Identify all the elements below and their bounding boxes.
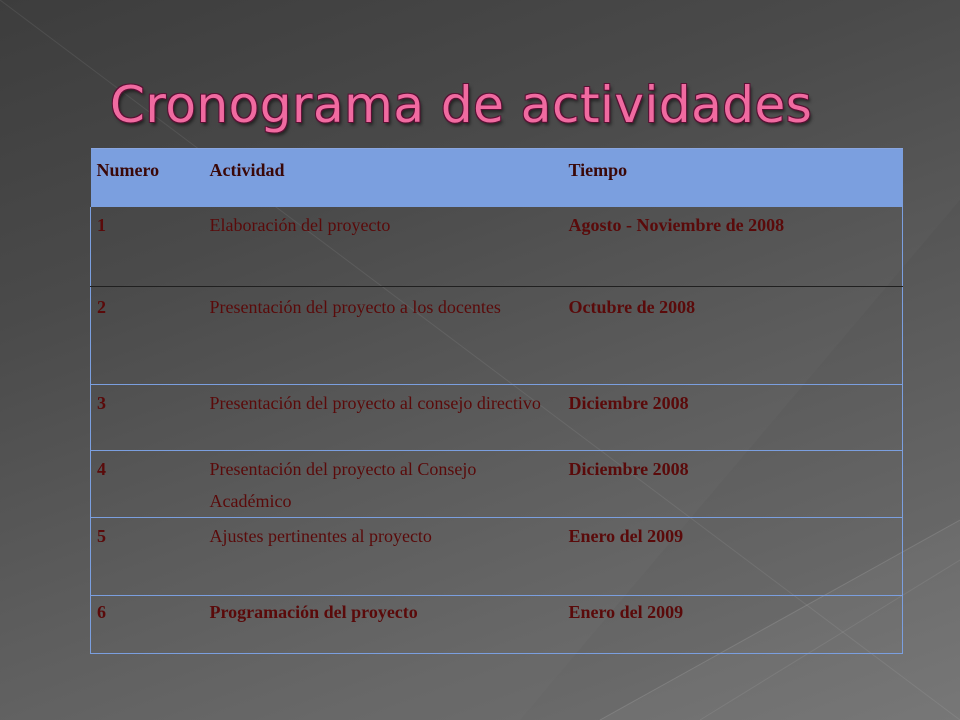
cell-actividad: Programación del proyecto [204, 596, 563, 654]
table-row [91, 596, 903, 654]
cell-numero: 4 [91, 451, 204, 518]
cell-actividad: Elaboración del proyecto [204, 207, 563, 287]
slide-title: Cronograma de actividades [110, 76, 813, 134]
table-row [91, 385, 903, 451]
cell-numero: 6 [91, 596, 204, 654]
cell-actividad: Presentación del proyecto al Consejo Académico [204, 451, 563, 518]
table-row [91, 451, 903, 518]
cell-actividad: Presentación del proyecto a los docentes [204, 287, 563, 385]
table-row [91, 287, 903, 385]
cell-tiempo: Agosto - Noviembre de 2008 [563, 207, 903, 287]
cell-numero: 5 [91, 518, 204, 596]
cell-tiempo: Diciembre 2008 [563, 385, 903, 451]
header-actividad: Actividad [204, 149, 563, 207]
table-header-row [91, 149, 903, 207]
cell-actividad: Ajustes pertinentes al proyecto [204, 518, 563, 596]
cell-tiempo: Diciembre 2008 [563, 451, 903, 518]
cell-actividad: Presentación del proyecto al consejo directivo [204, 385, 563, 451]
cell-numero: 2 [91, 287, 204, 385]
header-tiempo: Tiempo [563, 149, 903, 207]
activity-schedule-table [90, 148, 903, 654]
table-row [91, 207, 903, 287]
table-row [91, 518, 903, 596]
cell-tiempo: Enero del 2009 [563, 518, 903, 596]
header-numero: Numero [91, 149, 204, 207]
cell-numero: 3 [91, 385, 204, 451]
cell-tiempo: Octubre de 2008 [563, 287, 903, 385]
cell-tiempo: Enero del 2009 [563, 596, 903, 654]
cell-numero: 1 [91, 207, 204, 287]
